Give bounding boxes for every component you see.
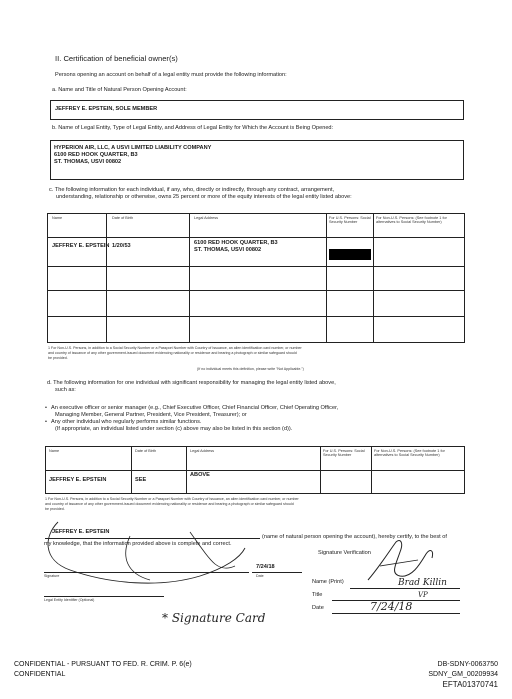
signature-verification-label: Signature Verification (318, 550, 371, 556)
part-a-field (50, 100, 464, 120)
date-label: Date (256, 574, 264, 578)
part-b-line-2: 6100 RED HOOK QUARTER, B3 (54, 152, 138, 158)
part-d-bullet-2-sub: (If appropriate, an individual listed under section (c) above may also be listed in this section (d)). (55, 426, 293, 432)
footer-bates-3: EFTA01370741 (442, 680, 498, 689)
certification-text-2: my knowledge, that the information provided above is complete and correct. (44, 541, 232, 547)
footer-confidential-2: CONFIDENTIAL (14, 671, 66, 678)
part-d-label-1: d. The following information for one individual with significant responsibility for managing the legal entity listed above, (47, 380, 336, 386)
manager-address: ABOVE (190, 472, 210, 478)
part-d-bullet-1-line-1: An executive officer or senior manager (e.g., Chief Executive Officer, Chief Financial Officer, Chief Operating Officer, (51, 405, 339, 411)
owners-table (47, 213, 465, 343)
part-c-footnote-1: 1 For Non-U.S. Persons, in addition to a Social Security Number or a Passport Number with Country of Issuance, an alien identification card number, or number (48, 346, 302, 350)
owners-header-name: Name (52, 216, 63, 220)
part-d-footnote-1: 1 For Non-U.S. Persons, in addition to a Social Security Number or a Passport Number with Country of Issuance, an alien identification card number, or number (45, 497, 299, 501)
manager-name: JEFFREY E. EPSTEIN (49, 477, 107, 483)
owner-address-1: 6100 RED HOOK QUARTER, B3 (194, 240, 278, 246)
part-c-footnote-2: and country of issuance of any other government-issued document evidencing nationality or residence and bearing a photograph or similar safeguard should (48, 351, 297, 355)
applicant-signature (40, 518, 280, 598)
part-c-footnote-3: be provided. (48, 356, 68, 360)
part-d-bullet-2: Any other individual who regularly performs similar functions. (51, 419, 202, 425)
section-title: II. Certification of beneficial owner(s) (55, 54, 178, 63)
part-c-label-2: understanding, relationship or otherwise, owns 25 percent or more of the equity interests of the legal entity listed above: (56, 194, 352, 200)
signature-label: Signature (44, 574, 60, 578)
verifier-date-handwritten: 7/24/18 (370, 600, 413, 613)
legal-entity-label: Legal Entity Identifier (Optional) (44, 598, 95, 602)
part-d-footnote-3: be provided. (45, 507, 65, 511)
manager-header-address: Legal Address (190, 449, 215, 453)
verifier-name-handwritten: Brad Killin (398, 578, 447, 588)
part-b-line-1: HYPERION AIR, LLC, A USVI LIMITED LIABILITY COMPANY (54, 145, 212, 151)
bullet-1-marker: • (45, 405, 47, 411)
bullet-2-marker: • (45, 419, 47, 425)
owners-header-ssn: For U.S. Persons: Social Security Number (329, 216, 371, 225)
part-c-note: (If no individual meets this definition, please write "Not Applicable.") (197, 367, 304, 371)
part-c-label-1: c. The following information for each individual, if any, who, directly or indirectly, through any contract, arrangement, (49, 187, 335, 193)
owner-name: JEFFREY E. EPSTEIN (52, 243, 110, 249)
name-print-label: Name (Print) (312, 579, 344, 585)
redacted-ssn (329, 249, 371, 260)
footer-bates-2: SDNY_GM_00209934 (428, 671, 498, 678)
owners-header-non-us: For Non-U.S. Persons: (See footnote 1 for alternatives to Social Security Number) (376, 216, 447, 225)
manager-header-name: Name (49, 449, 60, 453)
part-b-line-3: ST. THOMAS, USVI 00802 (54, 159, 122, 165)
part-d-label-2: such as: (55, 387, 76, 393)
manager-header-dob: Date of Birth (135, 449, 157, 453)
verifier-title-handwritten: VP (418, 591, 428, 599)
signature-card-annotation: * Signature Card (162, 611, 266, 625)
certifier-name: JEFFREY E. EPSTEIN (52, 529, 110, 535)
owner-address-2: ST. THOMAS, USVI 00802 (194, 247, 262, 253)
manager-header-ssn: For U.S. Persons: Social Security Number (323, 449, 365, 458)
part-a-value: JEFFREY E. EPSTEIN, SOLE MEMBER (55, 106, 158, 112)
footer-confidential-1: CONFIDENTIAL - PURSUANT TO FED. R. CRIM. P. 6(e) (14, 661, 192, 668)
certification-text-1: (name of natural person opening the account), hereby certify, to the best of (262, 534, 447, 540)
owner-dob: 1/20/53 (112, 243, 131, 249)
date2-label: Date (312, 605, 324, 611)
part-d-bullet-1-line-2: Managing Member, General Partner, President, Vice President, Treasurer); or (55, 412, 247, 418)
intro-text: Persons opening an account on behalf of a legal entity must provide the following information: (55, 72, 287, 78)
part-d-footnote-2: and country of issuance of any other government-issued document evidencing nationality or residence and bearing a photograph or similar safeguard should (45, 502, 294, 506)
owners-header-address: Legal Address (194, 216, 219, 220)
part-b-field (50, 140, 464, 180)
footer-bates-1: DB-SDNY-0063750 (437, 661, 498, 668)
title-label: Title (312, 592, 323, 598)
part-b-label: b. Name of Legal Entity, Type of Legal Entity, and Address of Legal Entity for Which the Account is Being Opened: (52, 125, 334, 131)
owners-header-dob: Date of Birth (112, 216, 134, 220)
certification-date: 7/24/18 (256, 564, 275, 570)
manager-dob: SEE (135, 477, 147, 483)
part-a-label: a. Name and Title of Natural Person Opening Account: (52, 87, 187, 93)
manager-header-non-us: For Non-U.S. Persons: (See footnote 1 for alternatives to Social Security Number) (374, 449, 445, 458)
